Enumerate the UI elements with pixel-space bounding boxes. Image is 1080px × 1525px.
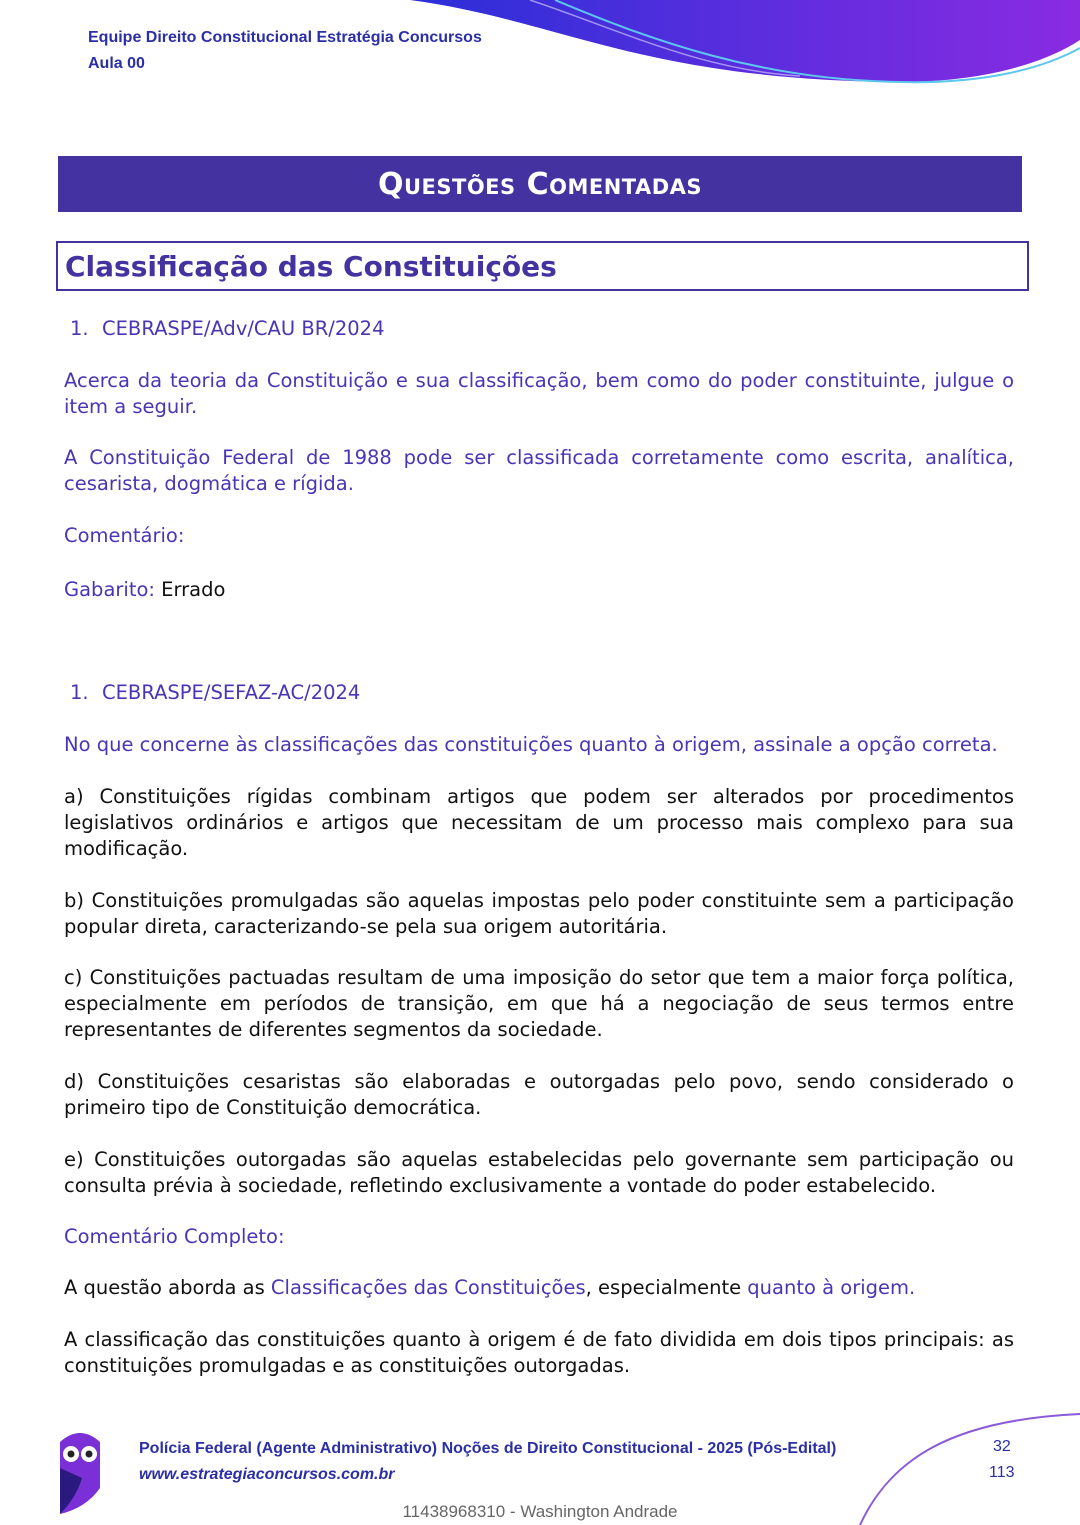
- question-2-statement: No que concerne às classificações das constituições quanto à origem, assinale a opção correta.: [64, 733, 998, 756]
- highlight: quanto à origem.: [747, 1276, 916, 1299]
- question-source: CEBRASPE/Adv/CAU BR/2024: [102, 317, 385, 340]
- question-source: CEBRASPE/SEFAZ-AC/2024: [102, 681, 361, 704]
- question-number: 1.: [70, 317, 89, 340]
- question-2-comment-label: Comentário Completo:: [64, 1225, 285, 1248]
- page-total: 113: [989, 1464, 1015, 1481]
- option-d: d) Constituições cesaristas são elaboradas e outorgadas pelo povo, sendo considerado o primeiro tipo de Constituição democrática.: [64, 1070, 1014, 1119]
- option-c: c) Constituições pactuadas resultam de uma imposição do setor que tem a maior força política, especialmente em períodos de transição, em que há a negociação de seus termos entre representantes de diferentes segmentos da sociedade.: [64, 966, 1014, 1041]
- footer-course: Polícia Federal (Agente Administrativo) Noções de Direito Constitucional - 2025 (Pós-Edital): [139, 1440, 837, 1457]
- question-number: 1.: [70, 681, 89, 704]
- text: A questão aborda as: [64, 1276, 271, 1299]
- highlight: Classificações das Constituições: [270, 1276, 586, 1299]
- comment-paragraph-1: [64, 1275, 1014, 1301]
- answer-value: Errado: [161, 578, 226, 601]
- comment-paragraph-2: A classificação das constituições quanto à origem é de fato dividida em dois tipos principais: as constituições promulgadas e as constituições outorgadas.: [64, 1328, 1014, 1377]
- option-a: a) Constituições rígidas combinam artigos que podem ser alterados por procedimentos legislativos ordinários e artigos que necessitam de um processo mais complexo para sua modificação.: [64, 785, 1014, 860]
- option-e: e) Constituições outorgadas são aquelas estabelecidas pelo governante sem participação ou consulta prévia à sociedade, refletindo exclusivamente a vontade do poder estabelecido.: [64, 1148, 1014, 1197]
- question-1-header: [70, 317, 384, 340]
- question-1-statement: A Constituição Federal de 1988 pode ser classificada corretamente como escrita, analítica, cesarista, dogmática e rígida.: [64, 446, 1014, 495]
- question-1-answer: [64, 577, 1014, 603]
- page-number: 32: [993, 1438, 1011, 1455]
- question-2-header: [70, 681, 360, 704]
- question-1-intro: Acerca da teoria da Constituição e sua classificação, bem como do poder constituinte, julgue o item a seguir.: [64, 369, 1014, 418]
- option-b: b) Constituições promulgadas são aquelas impostas pelo poder constituinte sem a participação popular direta, caracterizando-se pela sua origem autoritária.: [64, 889, 1014, 938]
- footer-url[interactable]: www.estrategiaconcursos.com.br: [139, 1466, 395, 1483]
- answer-label: Gabarito:: [64, 578, 155, 601]
- header-team: Equipe Direito Constitucional Estratégia Concursos: [88, 29, 482, 46]
- question-1-comment-label: Comentário:: [64, 524, 185, 547]
- section-title: Classificação das Constituições: [56, 241, 1029, 291]
- section-banner: Questões Comentadas: [58, 156, 1022, 212]
- text: , especialmente: [585, 1276, 748, 1299]
- watermark: 11438968310 - Washington Andrade: [402, 1502, 678, 1521]
- header-lesson: Aula 00: [88, 55, 145, 72]
